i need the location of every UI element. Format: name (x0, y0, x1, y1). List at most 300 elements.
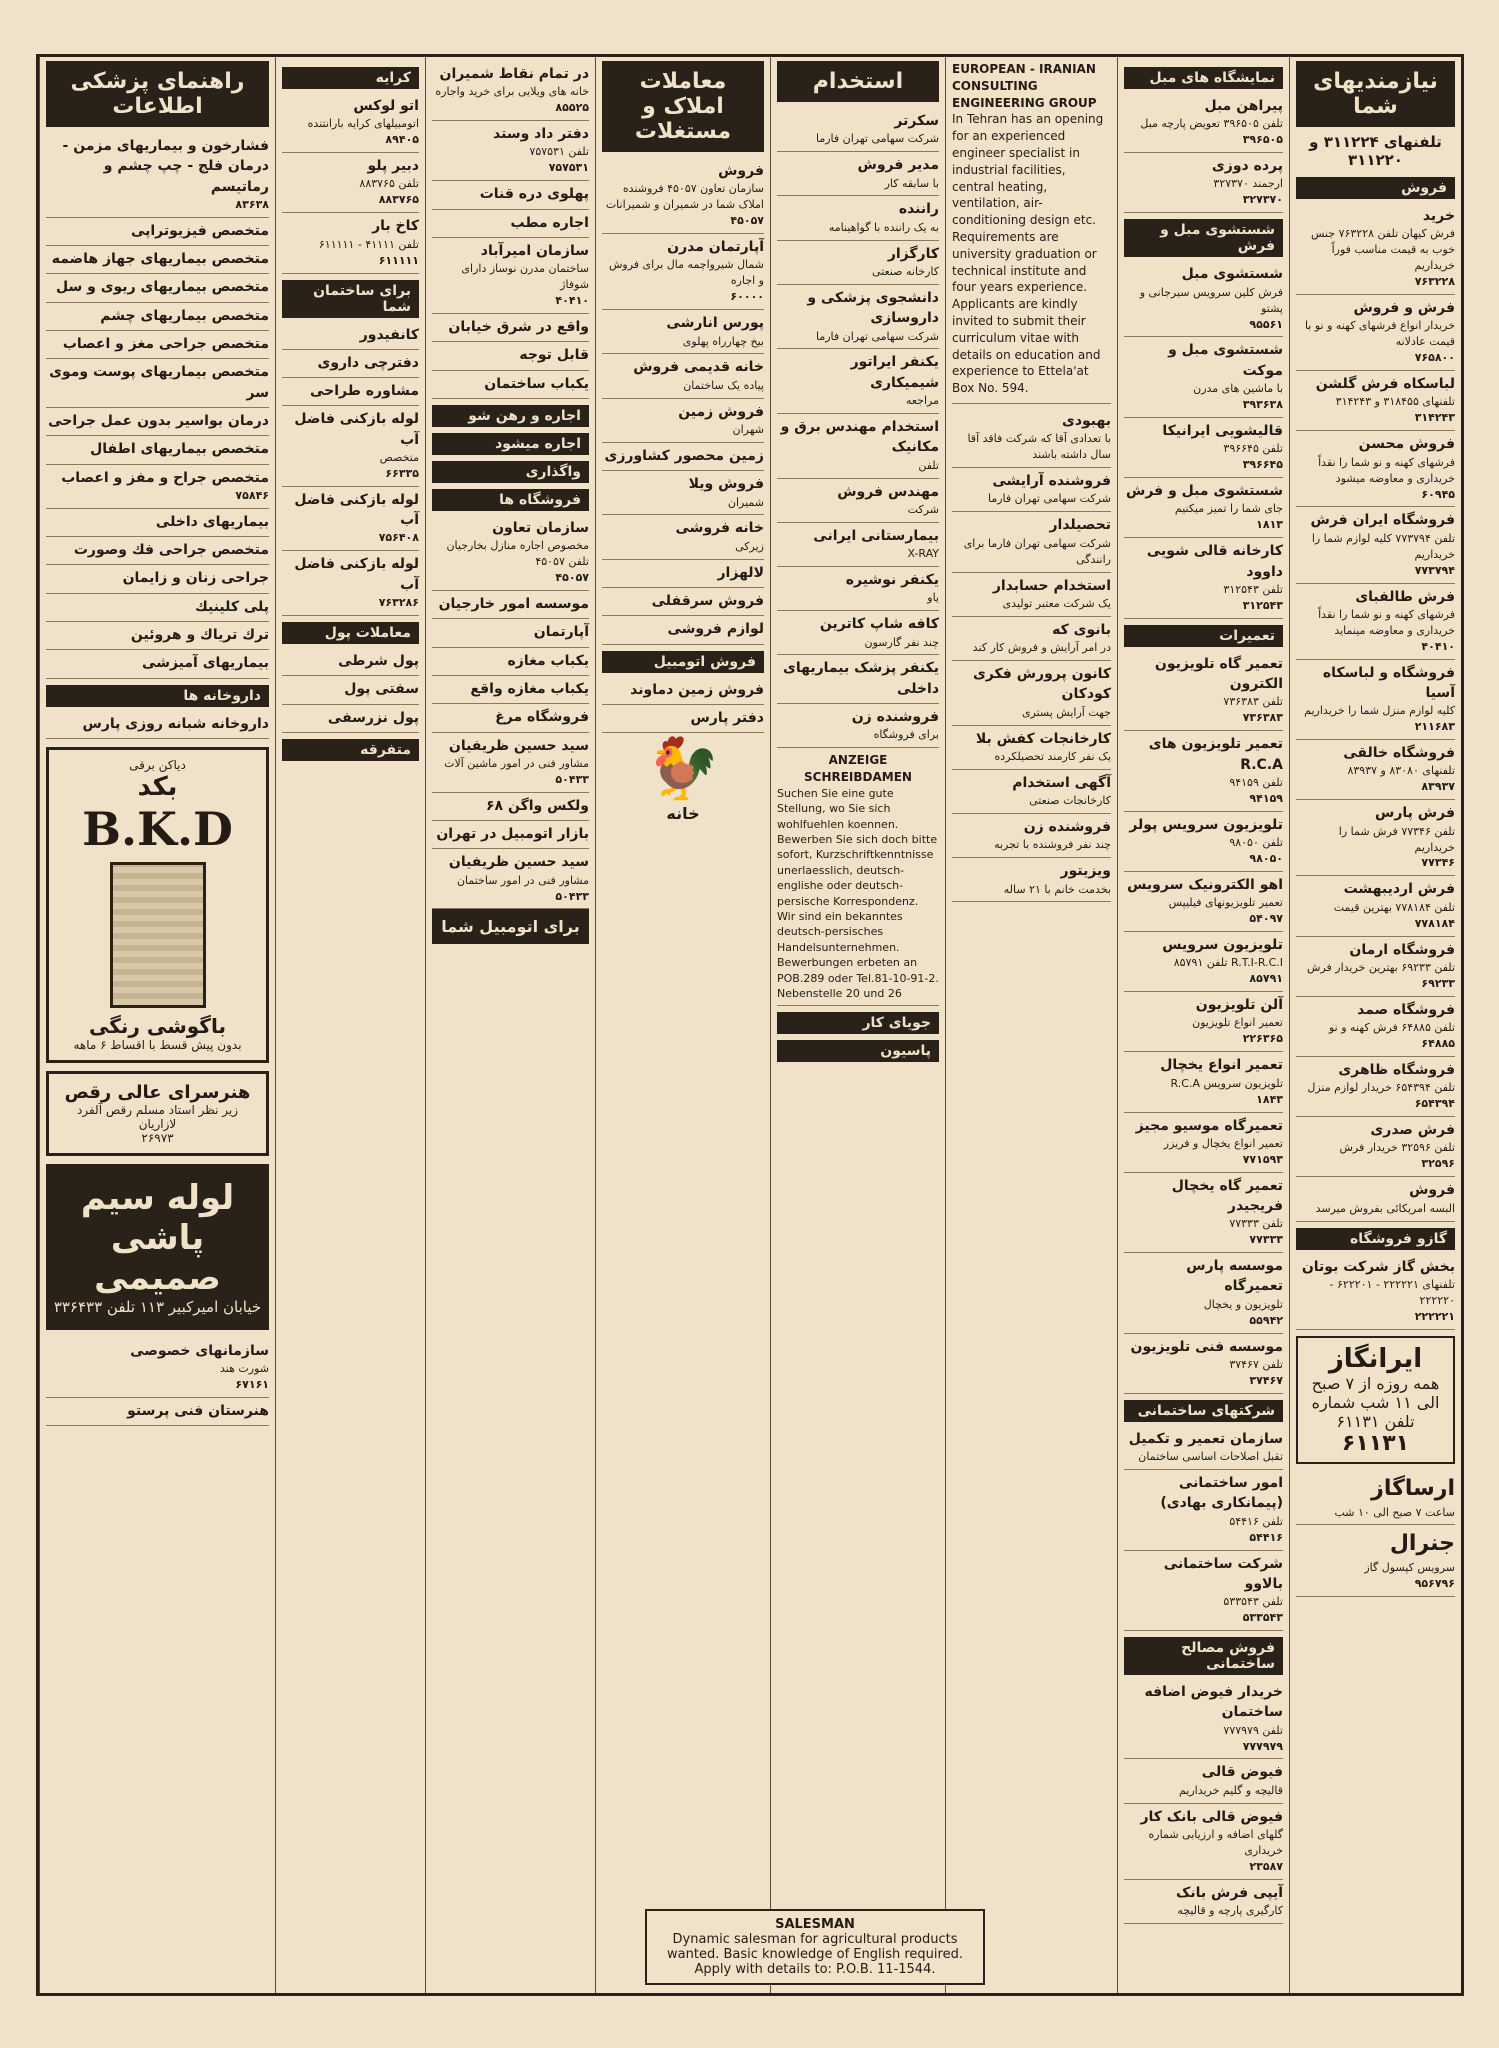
classifieds-phones: تلفنهای ۳۱۱۲۲۴ و ۳۱۱۲۲۰ (1309, 133, 1442, 169)
ad-heading: پرده دوزی (1211, 158, 1283, 175)
ad-phone: ۶۴۸۸۵ (1421, 1036, 1455, 1050)
ad-text: کارخانه صنعتی (872, 265, 939, 278)
ad-heading: لوله بازکنی فاضل آب (294, 556, 419, 593)
ad-heading: لباسکاه فرش گلشن (1315, 376, 1455, 393)
pipe-text: خیابان امیرکبیر ۱۱۳ تلفن ۳۳۶۴۳۳ (53, 1297, 262, 1316)
ad-heading: متخصص جراحی فك وصورت (73, 542, 269, 559)
classified-ad (46, 1338, 269, 1398)
ad-phone: ۷۷۳۷۹۴ (1414, 563, 1455, 577)
pharmacy-ads (46, 711, 269, 739)
classified-ad (1296, 740, 1455, 800)
classified-ad (1124, 872, 1283, 932)
money-ads (282, 648, 419, 733)
ad-phone: ۸۸۳۷۶۵ (378, 193, 419, 207)
ad-heading: پورس انارشی (666, 315, 764, 332)
general-text: سرویس کپسول گاز (1364, 1561, 1455, 1575)
ad-phone: ۷۵۸۴۶ (235, 488, 269, 502)
ad-heading: فروش ویلا (688, 476, 764, 493)
classified-ad (1124, 1113, 1283, 1173)
mid-ads (432, 515, 589, 733)
ad-heading: سازمان تعمیر و تکمیل (1128, 1430, 1283, 1447)
classified-ad (1124, 1052, 1283, 1112)
ad-text: چند نفر فروشنده با تجربه (994, 838, 1111, 852)
rooster-label: خانه (666, 804, 700, 824)
classified-ad (282, 153, 419, 213)
ad-heading: کانون پرورش فکری کودکان (972, 665, 1111, 703)
ad-text: R.T.I-R.C.I تلفن ۸۵۷۹۱ (1173, 956, 1283, 970)
ad-heading: فرش صدری (1370, 1122, 1455, 1139)
pasion-banner: پاسیون (777, 1040, 939, 1062)
ad-heading: داروخانه شبانه روزی پارس (82, 715, 269, 732)
ad-heading: لوازم فروشی (667, 621, 764, 638)
classified-ad (432, 591, 589, 619)
ad-text: فرشهای کهنه و نو شما را نقداً خریداری و معاوضه مینماید (1318, 607, 1455, 637)
ad-heading: فروش محسن (1358, 436, 1455, 453)
ad-phone: ۷۷۱۵۹۳ (1242, 1152, 1283, 1166)
ad-heading: لالهزار (717, 564, 764, 581)
ad-text: تلفن ۷۵۷۵۳۱ (529, 145, 589, 159)
classified-ad (952, 573, 1111, 617)
classified-ad (282, 551, 419, 616)
ad-heading: شستشوی مبل (1181, 266, 1283, 283)
ad-heading: دانشجوی پزشکی و داروسازی (807, 289, 939, 327)
ad-phone: ۵۰۴۳۳ (555, 772, 589, 786)
classified-ad (602, 616, 764, 644)
medical-guide-banner: راهنمای پزشکی اطلاعات (46, 61, 269, 127)
ad-heading: موسسه فنی تلویزیون (1130, 1338, 1283, 1355)
ad-text: فرش کلین سرویس سیرجانی و پشتو (1139, 285, 1283, 315)
classified-ad (1124, 812, 1283, 872)
irangaz-text: همه روزه از ۷ صبح الی ۱۱ شب شماره تلفن ۶۱۱۳۱ (1311, 1373, 1440, 1431)
ads (46, 133, 269, 679)
classified-ad (777, 108, 939, 152)
ad-heading: شستشوی مبل و فرش (1126, 483, 1283, 500)
ad-text: تقبل اصلاحات اساسی ساختمان (1138, 1450, 1283, 1464)
classified-ad (952, 726, 1111, 770)
ad-heading: اجاره مطب (510, 214, 589, 231)
ad-heading: سازمان امیرآباد (480, 242, 589, 259)
ad-heading: ویزیتور (1060, 863, 1111, 880)
ad-phone: ۸۳۶۳۸ (235, 197, 269, 211)
ad-phone: ۷۷۳۳۳ (1249, 1233, 1283, 1247)
ad-heading: خریدار فیوض اضافه ساختمان (1144, 1683, 1283, 1721)
classified-ad (952, 814, 1111, 858)
ad-heading: هنرستان فنی پرستو (127, 1402, 269, 1419)
ad-phone: ۶۵۴۳۹۴ (1414, 1097, 1455, 1111)
auto-banner: فروش اتومبیل (602, 651, 764, 673)
ad-heading: پهلوی دره قنات (479, 186, 589, 203)
pipe-ad (46, 1164, 269, 1330)
money-banner: معاملات پول (282, 622, 419, 644)
general-phone: ۹۵۶۷۹۶ (1414, 1577, 1455, 1591)
ad-phone: ۳۲۵۹۶ (1421, 1157, 1455, 1171)
ad-heading: فروشگاه ارمان (1349, 941, 1455, 958)
ad-phone: ۳۹۳۶۳۸ (1242, 397, 1283, 411)
ad-heading: کانفیدور (359, 326, 419, 343)
ad-phone: ۵۳۳۵۴۳ (1242, 1611, 1283, 1625)
category-banner: تعمیرات (1124, 625, 1283, 647)
ad-phone: ۳۹۶۵۰۵ (1242, 133, 1283, 147)
german-text: Suchen Sie eine gute Stellung, wo Sie sich wohlfuehlen koennen. Bewerben Sie sich doch bitte sofort, Kurzschriftkenntnisse unerlaesslich, deutsch-englishe oder deutsch-persische Korrespondenz. Wir sind ein bekanntes deutsch-persisches Handelsunternehmen. Bewerbungen erbeten an POB.289 oder Tel.81-10-91-2. Nebenstelle 20 und 26 (777, 786, 939, 1000)
ad-heading: آلن تلویزیون (1195, 997, 1283, 1014)
classified-ad (432, 821, 589, 849)
bkd-ad (46, 747, 269, 1063)
classified-ad (432, 515, 589, 591)
ad-heading: یکنفر نوشیره (845, 572, 939, 588)
classified-ad (432, 648, 589, 676)
ad-text: کارگیری پارچه و قالیچه (1177, 1904, 1283, 1918)
ad-heading: فروشگاه ایران فرش (1310, 512, 1455, 529)
ad-text: مشاور فنی در امور ساختمان (456, 873, 589, 887)
ad-phone: ۳۲۷۳۷۰ (1242, 193, 1283, 207)
classifieds-banner: نیازمندیهای شما (1296, 61, 1455, 127)
classified-ad (602, 443, 764, 471)
ad-heading: فروشگاه خالقی (1343, 745, 1455, 762)
classified-ad (1296, 876, 1455, 936)
ad-phone: ۷۶۵۸۰۰ (1414, 351, 1455, 365)
category-banner: فروشگاه ها (432, 489, 589, 511)
ad-heading: متخصص بیماریهای ریوی و سل (55, 279, 269, 296)
classified-ad (777, 414, 939, 479)
ad-heading: فیوض قالی (1201, 1764, 1283, 1781)
ad-phone: ۲۲۲۲۲۱ (1414, 1309, 1455, 1323)
ad-heading: موسسه امور خارجیان (438, 596, 589, 613)
classified-ad (602, 310, 764, 354)
ad-heading: استخدام حسابدار (992, 577, 1111, 594)
column-3 (945, 57, 1117, 1993)
ad-heading: لوله بازکنی فاضل آب (294, 411, 419, 448)
classified-ad (1124, 1334, 1283, 1394)
classified-ad (777, 567, 939, 611)
ad-phone: ۵۵۹۴۲ (1249, 1313, 1283, 1327)
classified-ad (1296, 1057, 1455, 1117)
ad-text: تعمیر انواع تلویزیون (1192, 1016, 1283, 1030)
category-banner: فروش مصالح ساختمانی (1124, 1637, 1283, 1675)
ad-text: تلفن ۳۷۴۶۷ (1229, 1357, 1283, 1371)
column-7 (275, 57, 425, 1993)
ad-heading: متخصص بیماریهای پوست وموی سر (49, 364, 269, 401)
ad-heading: فروشنده آرایشی (992, 473, 1111, 490)
classified-ad (1296, 1117, 1455, 1177)
ad-heading: مشاوره طراحی (309, 383, 419, 400)
ad-text: با سابقه کار (884, 176, 939, 190)
ad-phone: ۹۵۵۶۱ (1249, 317, 1283, 331)
ad-text: تلفن ۶۴۸۸۵ فرش کهنه و نو (1328, 1021, 1455, 1035)
ad-heading: سید حسین ظریفیان (448, 854, 589, 871)
dancing-ad (46, 1071, 269, 1156)
ad-text: سازمان تعاون ۴۵۰۵۷ فروشنده املاک شما در شمیران و شمیرانات (605, 182, 764, 212)
ad-heading: فرش و فروش (1353, 300, 1455, 317)
sections (282, 67, 419, 406)
ad-text: جای شما را تمیز میکنیم (1174, 502, 1283, 516)
classified-ad (1296, 371, 1455, 431)
classified-ad (432, 314, 589, 342)
classified-ad (1124, 1173, 1283, 1253)
ad-text: تلفن ۷۷۷۹۷۹ (1223, 1723, 1283, 1737)
ad-heading: کارخانه قالی شویی داوود (1146, 543, 1283, 580)
ad-heading: خرید (1422, 208, 1455, 224)
ad-text: قالیچه و گلیم خریداریم (1178, 1783, 1283, 1797)
ad-heading: قالیشویی ایرانیکا (1162, 422, 1283, 439)
ad-heading: تعمیر تلویزیون های R.C.A (1148, 736, 1283, 773)
classified-ad (1296, 203, 1455, 295)
salesman-ad (645, 1909, 985, 1985)
classified-ad (1124, 731, 1283, 811)
ad-heading: زمین محصور کشاورزی (604, 447, 764, 464)
classified-ad (432, 704, 589, 732)
classified-ad (46, 246, 269, 274)
classified-ad (432, 849, 589, 909)
ad-text: کارخانجات صنعتی (1029, 794, 1111, 808)
ad-heading: دفتر پارس (690, 709, 764, 726)
ad-text: با تعدادی آقا که شرکت فاقد آقا سال داشته باشند (967, 432, 1111, 462)
classified-ad (1124, 1426, 1283, 1470)
ad-heading: فرش پارس (1375, 805, 1455, 822)
classified-ad (1124, 1880, 1283, 1924)
ad-text: شرکت سهامی تهران فارما (987, 492, 1111, 506)
classified-ad (777, 611, 939, 655)
classified-ad (1296, 937, 1455, 997)
employment-banner: استخدام (777, 61, 939, 102)
ad-heading: جراحی زنان و زایمان (122, 570, 269, 587)
classified-ad (1124, 932, 1283, 992)
ad-text: البسه امریکائی بفروش میرسد (1315, 1201, 1455, 1215)
ad-phone: ۷۵۶۴۰۸ (378, 531, 419, 545)
classified-ad (952, 512, 1111, 572)
ad-phone: ۲۱۱۶۸۳ (1414, 720, 1455, 734)
classified-ad (1124, 651, 1283, 731)
sections (1124, 67, 1283, 1924)
classified-ad (602, 234, 764, 310)
classified-ad (777, 523, 939, 567)
classified-ad (46, 133, 269, 218)
ad-heading: یکباب ساختمان (484, 375, 589, 392)
ad-text: تلفن ۹۸۰۵۰ (1229, 835, 1283, 849)
classified-ad (1124, 1470, 1283, 1550)
ad-heading: آیپی فرش بانک (1176, 1884, 1283, 1901)
ad-heading: استخدام مهندس برق و مکانیک (780, 419, 939, 456)
ad-phone: ۶۷۱۶۱ (235, 1378, 269, 1392)
ad-text: شرکت (907, 502, 939, 516)
dancing-phone: ۲۶۹۷۳ (141, 1130, 174, 1145)
salesman-line2: wanted. Basic knowledge of English required. (667, 1947, 963, 1962)
ads (777, 108, 939, 748)
classified-ad (777, 196, 939, 240)
classified-ad (1124, 1804, 1283, 1880)
ad-text: تلفن ۳۱۲۵۴۳ (1223, 582, 1283, 596)
classified-ad (46, 509, 269, 537)
classified-ad (432, 121, 589, 181)
ad-heading: قابل توجه (519, 347, 589, 364)
ad-heading: فرش طالفبای (1355, 588, 1455, 605)
classified-ad (1296, 660, 1455, 740)
ad-heading: کافه شاپ کاترین (819, 616, 939, 633)
auto-bottom-banner: برای اتومبیل شما (432, 909, 589, 944)
english-header: EUROPEAN - IRANIAN CONSULTING ENGINEERING GROUP (952, 62, 1097, 110)
ad-heading: بیماریهای داخلی (155, 513, 269, 530)
ad-heading: متخصص بیماریهای جهاز هاضمه (51, 251, 269, 268)
classified-ad (432, 371, 589, 399)
classified-ad (46, 622, 269, 650)
irangaz-title: ایرانگاز (1328, 1343, 1423, 1374)
irangaz-ad (1296, 1336, 1455, 1464)
ad-heading: سکرتر (894, 113, 939, 129)
classified-ad (777, 241, 939, 285)
ad-heading: فروش (1409, 1182, 1455, 1199)
ad-heading: بانوی که (1052, 621, 1111, 638)
classified-ad (1296, 997, 1455, 1057)
ad-heading: متخصص جراحی مغز و اعصاب (62, 336, 269, 353)
ad-heading: یکباب مغازه واقع (470, 680, 589, 697)
classified-ad (952, 617, 1111, 661)
ad-phone: ۵۴۰۹۷ (1249, 912, 1283, 926)
ad-text: شمیران (727, 495, 764, 509)
ad-text: جهت آرایش پستری (1021, 705, 1111, 719)
ad-heading: تحصیلدار (1049, 517, 1111, 534)
ad-phone: ۹۴۱۵۹ (1249, 791, 1283, 805)
category-banner: فروش (1296, 177, 1455, 199)
rooster-icon: 🐓 (645, 734, 721, 805)
ad-heading: آپارتمان (533, 624, 589, 641)
ad-heading: درمان بواسیر بدون عمل جراحی (48, 412, 269, 429)
ad-text: تلفن ۶۵۴۳۹۴ خریدار لوازم منزل (1307, 1081, 1455, 1095)
classified-ad (1124, 1253, 1283, 1333)
ad-heading: بیماریهای آمیزشی (142, 655, 269, 672)
ad-heading: راننده (898, 201, 939, 218)
ad-heading: یکنفر پزشک بیماریهای داخلی (783, 660, 939, 697)
ad-heading: سازمانهای خصوصی (130, 1342, 269, 1359)
ad-text: یاو (927, 591, 939, 605)
classified-ad (432, 238, 589, 314)
bkd-title: بکد (137, 771, 178, 802)
ad-heading: فروش زمین (678, 403, 764, 420)
salesman-title: SALESMAN (775, 1917, 855, 1932)
ad-heading: متخصص جراح و مفز و اعصاب (61, 469, 269, 486)
ad-phone: ۴۰۴۱۰ (555, 294, 589, 308)
sections (1296, 177, 1455, 1330)
classified-ad (46, 594, 269, 622)
classified-ad (777, 655, 939, 704)
classified-ad (432, 342, 589, 370)
bottom-ads (46, 1338, 269, 1426)
classified-ad (282, 213, 419, 273)
ad-heading: بیمارستانی ایرانی (813, 527, 939, 544)
classified-ad (1296, 1177, 1455, 1221)
classified-ad (46, 436, 269, 464)
ads (952, 408, 1111, 903)
classified-ad (46, 218, 269, 246)
ad-text: شرکت سهامی تهران فارما (815, 132, 939, 146)
ad-phone: ۵۴۴۱۶ (1249, 1530, 1283, 1544)
ad-text: مراجعه (905, 394, 939, 408)
classified-ad (432, 61, 589, 121)
ad-text: گلهای اضافه و ارزیابی شماره خریداری (1148, 1827, 1283, 1857)
ad-heading: بازار اتومبیل در تهران (436, 826, 589, 842)
classified-ad (1124, 261, 1283, 337)
ad-text: تلفن ۷۳۶۳۸۳ (1223, 695, 1283, 709)
sub-banners (432, 405, 589, 511)
ad-text: تلفن ۹۴۱۵۹ (1229, 775, 1283, 789)
ad-heading: کارخانجات کفش بلا (975, 730, 1111, 747)
ad-heading: فروشگاه و لباسکاه آسیا (1322, 664, 1455, 701)
column-4 (770, 57, 945, 1993)
ad-heading: واقع در شرق خیابان (448, 319, 589, 336)
real-estate-banner: معاملات املاک و مستغلات (602, 61, 764, 152)
ad-phone: ۸۵۷۹۱ (1249, 972, 1283, 986)
category-banner: کرایه (282, 67, 419, 89)
ad-heading: ترك تریاك و هروئین (130, 626, 269, 643)
pharmacy-banner: داروخانه ها (46, 685, 269, 707)
ad-text: شرکت سهامی تهران فارما (815, 329, 939, 343)
ad-text: اتومبیلهای کرایه بارانتنده (307, 117, 419, 131)
ad-text: پیاده یک ساختمان (683, 378, 764, 392)
newspaper-page (36, 54, 1464, 1996)
classified-ad (602, 588, 764, 616)
classified-ad (282, 648, 419, 676)
classified-ad (952, 858, 1111, 902)
ad-text: چند نفر گارسون (864, 635, 939, 649)
bkd-top: دیاکن برقی (129, 757, 186, 772)
bkd-line2: بدون پیش قسط با اقساط ۶ ماهه (73, 1037, 242, 1052)
ad-text: تعمیر تلویزیونهای فیلیپس (1168, 896, 1283, 910)
misc-banner: متفرقه (282, 739, 419, 761)
classified-ad (46, 565, 269, 593)
ad-text: شمال شیرواچمه مال برای فروش و اجاره (608, 258, 764, 288)
ad-heading: پول نزرسفی (327, 709, 419, 726)
classified-ad (1124, 337, 1283, 417)
english-ad: In Tehran has an opening for an experienced engineer specialist in industrial facilities, central heating, ventilation, air-conditioning design etc. Requirements are university graduation or technical institute and four years experience. Applicants are kindly invited to submit their curriculum vitae with details on education and experience to Ettela'at Box No. 594. (952, 111, 1111, 404)
ad-text: تلویزیون سرویس R.C.A (1170, 1076, 1283, 1090)
ad-phone: ۷۷۷۹۷۹ (1242, 1739, 1283, 1753)
classified-ad (1124, 1759, 1283, 1803)
ad-phone: ۳۱۴۲۴۳ (1414, 411, 1455, 425)
ad-heading: فروش سرقفلی (651, 592, 764, 609)
ad-heading: فروشگاه ظاهری (1338, 1061, 1455, 1078)
ad-heading: فروشنده زن (1023, 818, 1111, 835)
classified-ad (952, 661, 1111, 726)
ad-text: فرش کیهان تلفن ۷۶۳۲۲۸ جنس خوب به قیمت مناسب فوراً خریداریم (1310, 227, 1455, 273)
ad-heading: تعمیر انواع یخچال (1160, 1057, 1283, 1074)
classified-ad (602, 677, 764, 705)
ad-text: تلفن ۶۹۲۳۳ بهترین خریدار فرش (1307, 960, 1455, 974)
ad-phone: ۸۹۴۰۵ (385, 133, 419, 147)
classified-ad (777, 349, 939, 414)
ad-text: تلفن ۳۲۵۹۶ خریدار فرش (1339, 1141, 1455, 1155)
ad-text: تلفن ۵۴۴۱۶ (1229, 1514, 1283, 1528)
classified-ad (282, 93, 419, 153)
ad-heading: کارگزار (887, 245, 939, 262)
arsagaz-title: ارساگاز (1371, 1475, 1455, 1501)
classified-ad (432, 793, 589, 821)
ad-heading: یکباب مغازه (507, 652, 589, 669)
ad-heading: در تمام نقاط شمیران (439, 66, 589, 82)
pipe-title: لوله سیم پاشی صمیمی (80, 1177, 235, 1298)
classified-ad (46, 1398, 269, 1426)
category-banner: اجاره میشود (432, 433, 589, 455)
ad-heading: دبیر پلو (367, 158, 419, 175)
classified-ad (777, 479, 939, 523)
classified-ad (602, 515, 764, 559)
category-banner: گازو فروشگاه (1296, 1228, 1455, 1250)
classified-ad (46, 465, 269, 509)
classified-ad (46, 303, 269, 331)
category-banner: اجاره و رهن شو (432, 405, 589, 427)
category-banner: نمایشگاه های مبل (1124, 67, 1283, 89)
ad-text: مشاور فنی در امور ماشین آلات (444, 756, 589, 770)
ads (432, 61, 589, 399)
ad-heading: تعمیر گاه تلویزیون الکترون (1154, 655, 1283, 693)
ad-phone: ۵۰۴۳۳ (555, 889, 589, 903)
